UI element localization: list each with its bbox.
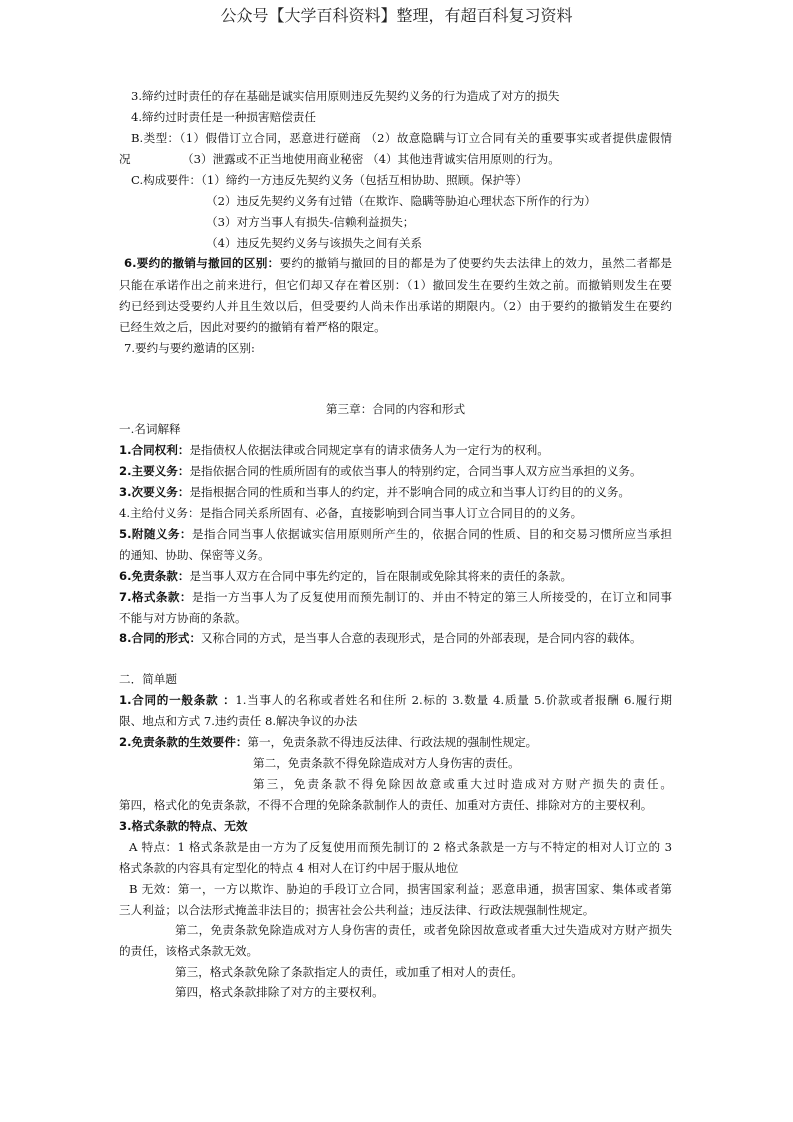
text-line: （2）违反先契约义务有过错（在欺诈、隐瞒等胁迫心理状态下所作的行为） [206,194,596,208]
text-line [119,692,672,708]
text-line: B.类型：（1）假借订立合同，恶意进行磋商 （2）故意隐瞒与订立合同有关的重要事实或者提供虚假情 [131,131,672,145]
page-header: 公众号【大学百科资料】整理，有超百科复习资料 [220,6,573,25]
text-line: （4）违反先契约义务与该损失之间有关系 [206,236,423,250]
text-line: 3.缔约过时责任的存在基础是诚实信用原则违反先契约义务的行为造成了对方的损失 [131,89,560,103]
term-line [119,463,672,479]
text-line: 第二，免责条款免除造成对方人身伤害的责任，或者免除因故意或者重大过失造成对方财产损失 [175,923,672,937]
question-label: 3.格式条款的特点、无效 [119,819,248,833]
term-label: 1.合同权利： [119,443,190,457]
text-line: 限、地点和方式 7.违约责任 8.解决争议的办法 [119,714,358,728]
term-line [119,442,672,458]
term-label: 7.格式条款： [119,590,192,604]
text-line: C.构成要件：（1）缔约一方违反先契约义务（包括互相协助、照顾。保护等） [131,173,528,187]
term-text: 又称合同的方式，是当事人合意的表现形式，是合同的外部表现，是合同内容的载体。 [201,631,642,645]
term-line [119,589,672,605]
term-label: 5.附随义务： [119,527,192,541]
text-line: B 无效：第一，一方以欺诈、胁迫的手段订立合同，损害国家利益；恶意串通，损害国家、集体或者第 [129,882,672,896]
section-heading: 一.名词解释 [119,422,181,436]
text-line: 第三，格式条款免除了条款指定人的责任，或加重了相对人的责任。 [175,965,523,979]
term-text: 4.主给付义务：是指合同关系所固有、必备，直接影响到合同当事人订立合同目的的义务。 [119,506,583,520]
text-line: 的责任，该格式条款无效。 [119,944,259,958]
text-line [119,734,672,750]
question-label: 1.合同的一般条款 ： [119,693,236,707]
question-label: 2.免责条款的生效要件： [119,735,248,749]
text-line: 第三，免责条款不得免除因故意或重大过时造成对方财产损失的责任。 [253,777,672,791]
text-line: 三人利益；以合法形式掩盖非法目的；损害社会公共利益；违反法律、行政法规强制性规定。 [119,903,595,917]
text-line: （3）泄露或不正当地使用商业秘密 （4）其他违背诚实信用原则的行为。 [182,152,560,166]
term-text: 是指一方当事人为了反复使用而预先制订的、并由不特定的第三人所接受的，在订立和同事 [191,590,672,604]
term-label: 6.免责条款： [119,569,190,583]
term-text: 是指依据合同的性质所固有的或依当事人的特别约定，合同当事人双方应当承担的义务。 [189,464,642,478]
term-text: 是指合同当事人依据诚实信用原则所产生的，依据合同的性质、目的和交易习惯所应当承担 [191,527,672,541]
term-text: 是当事人双方在合同中事先约定的，旨在限制或免除其将来的责任的条款。 [189,569,573,583]
term-text: 是指根据合同的性质和当事人的约定，并不影响合同的成立和当事人订约目的的义务。 [189,485,631,499]
heading-term: 6.要约的撤销与撤回的区别： [124,256,280,270]
text-line: 第二，免责条款不得免除造成对方人身伤害的责任。 [253,756,520,770]
text-line: A 特点：1 格式条款是由一方为了反复使用而预先制订的 2 格式条款是一方与不特定的相对人订立的 3 [129,840,672,854]
text-line: 7.要约与要约邀请的区别: [124,341,255,355]
term-label: 2.主要义务： [119,464,190,478]
term-line [119,568,672,584]
term-text: 要约的撤销与撤回的目的都是为了使要约失去法律上的效力，虽然二者都是 [279,256,672,270]
text-line: （3）对方当事人有损失-信赖利益损失； [206,215,415,229]
text-line: 的通知、协助、保密等义务。 [119,548,270,562]
text-line: 不能与对方协商的条款。 [119,611,247,625]
term-label: 8.合同的形式： [119,631,202,645]
text-line: 格式条款的内容具有定型化的特点 4 相对人在订约中居于服从地位 [119,861,459,875]
text-line: 第四，格式化的免责条款，不得不合理的免除条款制作人的责任、加重对方责任、排除对方的主要权利。 [119,798,653,812]
chapter-title: 第三章：合同的内容和形式 [325,402,466,416]
term-label: 3.次要义务： [119,485,190,499]
term-line [119,484,672,500]
text-line: 只能在承诺作出之前来进行，但它们却又存在着区别：（1）撤回发生在要约生效之前。而撤销则发生在要 [119,278,672,292]
term-line [119,630,672,646]
answer-text: 第一，免责条款不得违反法律、行政法规的强制性规定。 [247,735,538,749]
text-line: 4.缔约过时责任是一种损害赔偿责任 [131,110,316,124]
text-line: 况 [119,152,131,166]
section-heading: 二．简单题 [119,672,177,686]
answer-text: 1.当事人的名称或者姓名和住所 2.标的 3.数量 4.质量 5.价款或者报酬 6.履行期 [235,693,672,707]
text-line: 约已经到达受要约人并且生效以后，但受要约人尚未作出承诺的期限内。（2）由于要约的撤销发生在要约 [119,299,672,313]
term-line [119,526,672,542]
term-line [119,505,672,521]
text-line: 已经生效之后，因此对要约的撤销有着严格的限定。 [119,320,386,334]
text-line: 第四，格式条款排除了对方的主要权利。 [175,985,384,999]
term-text: 是指债权人依据法律或合同规定享有的请求债务人为一定行为的权利。 [189,443,549,457]
text-line [124,255,672,271]
